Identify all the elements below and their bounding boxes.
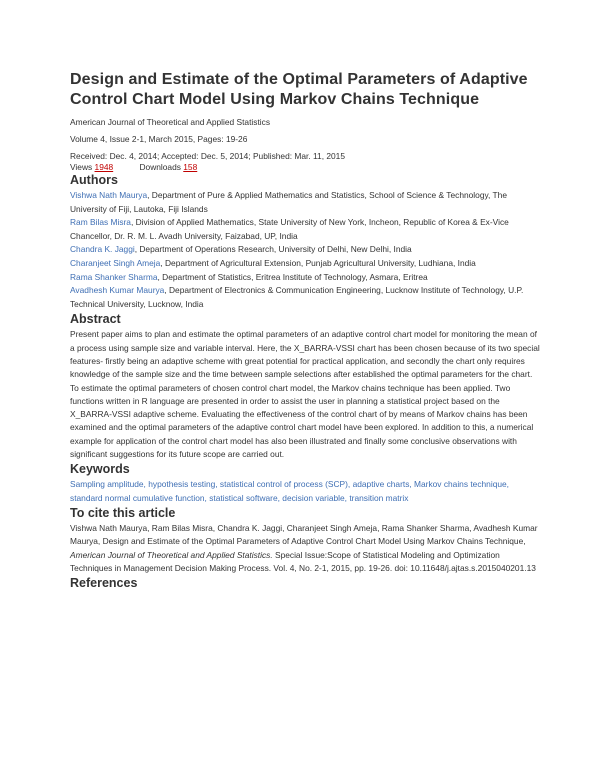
author-affiliation: , Department of Pure & Applied Mathematics and Statistics, School of Science & Technology, The University of Fiji, Lautoka, Fiji Islands xyxy=(70,190,507,214)
author-affiliation: , Department of Statistics, Eritrea Institute of Technology, Asmara, Eritrea xyxy=(157,271,428,282)
author-affiliation: , Division of Applied Mathematics, State University of New York, Incheon, Republic of Korea & Ex-Vice Chancellor, Dr. R. M. L. Avadh University, Faizabad, UP, India xyxy=(70,217,509,241)
author-link[interactable]: Rama Shanker Sharma xyxy=(70,271,158,282)
keyword-link[interactable]: transition matrix xyxy=(349,492,409,503)
keyword-link[interactable]: decision variable, xyxy=(282,492,350,503)
citation-authors-title: Vishwa Nath Maurya, Ram Bilas Misra, Chandra K. Jaggi, Charanjeet Singh Ameja, Rama Shanker Sharma, Avadhesh Kumar Maurya, Design and Estimate of the Optimal Parameters of Adaptive Control Chart Model Using Markov Chains Technique, xyxy=(70,522,538,547)
keyword-link[interactable]: adaptive charts, xyxy=(352,479,415,490)
keyword-link[interactable]: standard normal cumulative function, xyxy=(70,492,210,503)
author-entry xyxy=(70,243,540,257)
article-content xyxy=(70,70,540,592)
author-affiliation: , Department of Operations Research, University of Delhi, New Delhi, India xyxy=(134,244,412,255)
keyword-link[interactable]: statistical software, xyxy=(209,492,283,503)
author-entry xyxy=(70,189,540,216)
citation-journal: American Journal of Theoretical and Applied Statistics. xyxy=(70,549,273,560)
citation-details: Special Issue:Scope of Statistical Modeling and Optimization Techniques in Management Decision Making Process. Vol. 4, No. 2-1, 2015, pp. 19-26. doi: 10.11648/j.ajtas.s.2015040201.13 xyxy=(70,549,536,573)
abstract-text: Present paper aims to plan and estimate the optimal parameters of an adaptive control chart model for monitoring the mean of a process using sample size and variable interval. Here, the X_BARRA-VSSI chart has been chosen because of its two special features- firstly being an adaptive scheme with great potential for practical application, and secondly the chart only requires knowledge of the sample size and the time between sample selections after established the optimal parameters for the chart. To estimate the optimal parameters of chosen control chart model, the Markov chains technique has been applied. Two functions written in R language are presented in order to assist the user in planning a statistical project based on the X_BARRA-VSSI adaptive scheme. Evaluating the effectiveness of the control chart of by means of Markov chains has been examined and the optimal parameters of the adaptive control chart model have been explored. In addition to this, a numerical example for application of the control chart model has also been illustrated and finally some conclusive observations with significant suggestions for its future scope are carried out. xyxy=(70,329,540,460)
volume-info: Volume 4, Issue 2-1, March 2015, Pages: 19-26 xyxy=(70,134,248,144)
cite-heading: To cite this article xyxy=(70,505,176,520)
keyword-link[interactable]: Sampling amplitude, xyxy=(70,479,149,490)
keywords-list xyxy=(70,478,540,505)
references-heading: References xyxy=(70,576,138,591)
author-affiliation: , Department of Electronics & Communication Engineering, Lucknow Institute of Technology, U.P. Technical University, Lucknow, India xyxy=(70,285,524,309)
keyword-link[interactable]: hypothesis testing, xyxy=(148,479,220,490)
keyword-link[interactable]: Markov chains technique, xyxy=(414,479,509,490)
authors-heading: Authors xyxy=(70,173,118,187)
author-entry xyxy=(70,271,540,285)
abstract-heading: Abstract xyxy=(70,312,121,327)
downloads-label: Downloads xyxy=(139,162,181,172)
downloads-count-link[interactable]: 158 xyxy=(183,162,198,172)
author-affiliation: , Department of Agricultural Extension, Punjab Agricultural University, Ludhiana, India xyxy=(160,257,476,268)
keyword-link[interactable]: statistical control of process (SCP), xyxy=(219,479,353,490)
author-link[interactable]: Vishwa Nath Maurya xyxy=(70,190,148,200)
publication-dates: Received: Dec. 4, 2014; Accepted: Dec. 5, 2014; Published: Mar. 11, 2015 xyxy=(70,151,345,161)
author-entry xyxy=(70,216,540,243)
views-label: Views xyxy=(70,162,93,172)
article-stats xyxy=(70,162,540,172)
author-link[interactable]: Chandra K. Jaggi xyxy=(70,244,135,255)
article-title: Design and Estimate of the Optimal Parameters of Adaptive Control Chart Model Using Markov Chains Technique xyxy=(70,71,528,108)
journal-name: American Journal of Theoretical and Applied Statistics xyxy=(70,117,271,127)
citation-text xyxy=(70,522,540,575)
author-link[interactable]: Ram Bilas Misra xyxy=(70,217,131,228)
authors-list xyxy=(70,189,540,311)
views-count-link[interactable]: 1948 xyxy=(94,162,114,172)
keywords-heading: Keywords xyxy=(70,462,130,477)
author-entry xyxy=(70,257,540,271)
author-link[interactable]: Charanjeet Singh Ameja xyxy=(70,257,161,268)
author-entry xyxy=(70,284,540,311)
author-link[interactable]: Avadhesh Kumar Maurya xyxy=(70,285,165,296)
